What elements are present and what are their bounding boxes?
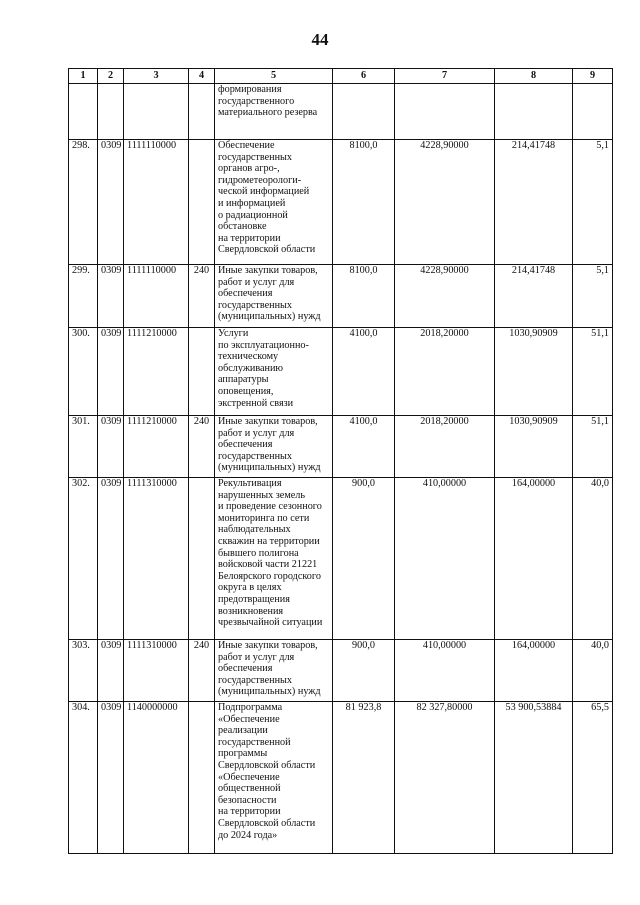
- row-number: 304.: [69, 702, 98, 854]
- row-number: 302.: [69, 478, 98, 640]
- actual-value: 2018,20000: [395, 416, 495, 478]
- section-code: [98, 84, 124, 140]
- percent-value: [573, 84, 613, 140]
- expense-type-code: [189, 328, 215, 416]
- expense-type-code: 240: [189, 265, 215, 328]
- plan-value: 8100,0: [333, 140, 395, 265]
- item-name: Иные закупки товаров, работ и услуг для обеспечения государственных (муниципальных) нужд: [215, 640, 333, 702]
- actual-value: 4228,90000: [395, 140, 495, 265]
- table-row: [69, 265, 613, 328]
- plan-value: 4100,0: [333, 416, 395, 478]
- section-code: 0309: [98, 640, 124, 702]
- section-code: 0309: [98, 478, 124, 640]
- table-row: [69, 702, 613, 854]
- section-code: 0309: [98, 265, 124, 328]
- item-name: Услуги по эксплуатационно- техническому обслуживанию аппаратуры оповещения, экстренной связи: [215, 328, 333, 416]
- header-row: [69, 69, 613, 84]
- row-number: 300.: [69, 328, 98, 416]
- plan-value: 900,0: [333, 640, 395, 702]
- expense-type-code: [189, 84, 215, 140]
- header-cell: 9: [573, 69, 613, 84]
- table-row: [69, 416, 613, 478]
- section-code: 0309: [98, 416, 124, 478]
- section-code: 0309: [98, 140, 124, 265]
- row-number: [69, 84, 98, 140]
- deviation-value: 53 900,53884: [495, 702, 573, 854]
- item-name: Подпрограмма «Обеспечение реализации государственной программы Свердловской области «Обеспечение общественной безопасности на территории Свердловской области до 2024 года»: [215, 702, 333, 854]
- plan-value: 4100,0: [333, 328, 395, 416]
- target-code: 1111110000: [124, 265, 189, 328]
- section-code: 0309: [98, 702, 124, 854]
- percent-value: 5,1: [573, 140, 613, 265]
- header-cell: 2: [98, 69, 124, 84]
- header-cell: 3: [124, 69, 189, 84]
- table-row: [69, 640, 613, 702]
- header-cell: 1: [69, 69, 98, 84]
- target-code: 1111210000: [124, 416, 189, 478]
- target-code: 1140000000: [124, 702, 189, 854]
- deviation-value: 164,00000: [495, 478, 573, 640]
- deviation-value: 164,00000: [495, 640, 573, 702]
- budget-table: [68, 68, 613, 854]
- percent-value: 40,0: [573, 640, 613, 702]
- table-row: [69, 140, 613, 265]
- item-name: Обеспечение государственных органов агро-, гидрометеорологи- ческой информацией и информацией о радиационной обстановке на территории Свердловской области: [215, 140, 333, 265]
- actual-value: 4228,90000: [395, 265, 495, 328]
- plan-value: 81 923,8: [333, 702, 395, 854]
- actual-value: 2018,20000: [395, 328, 495, 416]
- item-name: Рекультивация нарушенных земель и проведение сезонного мониторинга по сети наблюдательных скважин на территории бывшего полигона войсковой части 21221 Белоярского городского округа в целях предотвращения возникновения чрезвычайной ситуации: [215, 478, 333, 640]
- plan-value: 900,0: [333, 478, 395, 640]
- page-number: 44: [311, 30, 329, 49]
- item-name: Иные закупки товаров, работ и услуг для обеспечения государственных (муниципальных) нужд: [215, 265, 333, 328]
- expense-type-code: 240: [189, 640, 215, 702]
- actual-value: 410,00000: [395, 478, 495, 640]
- actual-value: 410,00000: [395, 640, 495, 702]
- expense-type-code: [189, 702, 215, 854]
- header-cell: 6: [333, 69, 395, 84]
- expense-type-code: [189, 478, 215, 640]
- target-code: 1111110000: [124, 140, 189, 265]
- header-cell: 5: [215, 69, 333, 84]
- percent-value: 51,1: [573, 328, 613, 416]
- item-name: формирования государственного материального резерва: [215, 84, 333, 140]
- percent-value: 5,1: [573, 265, 613, 328]
- percent-value: 51,1: [573, 416, 613, 478]
- table-row: [69, 84, 613, 140]
- deviation-value: 1030,90909: [495, 328, 573, 416]
- section-code: 0309: [98, 328, 124, 416]
- plan-value: 8100,0: [333, 265, 395, 328]
- header-cell: 7: [395, 69, 495, 84]
- item-name: Иные закупки товаров, работ и услуг для обеспечения государственных (муниципальных) нужд: [215, 416, 333, 478]
- expense-type-code: [189, 140, 215, 265]
- deviation-value: [495, 84, 573, 140]
- target-code: 1111210000: [124, 328, 189, 416]
- target-code: 1111310000: [124, 640, 189, 702]
- target-code: [124, 84, 189, 140]
- actual-value: [395, 84, 495, 140]
- plan-value: [333, 84, 395, 140]
- target-code: 1111310000: [124, 478, 189, 640]
- header-cell: 8: [495, 69, 573, 84]
- row-number: 303.: [69, 640, 98, 702]
- actual-value: 82 327,80000: [395, 702, 495, 854]
- header-cell: 4: [189, 69, 215, 84]
- table-row: [69, 328, 613, 416]
- deviation-value: 1030,90909: [495, 416, 573, 478]
- percent-value: 65,5: [573, 702, 613, 854]
- deviation-value: 214,41748: [495, 265, 573, 328]
- table-row: [69, 478, 613, 640]
- expense-type-code: 240: [189, 416, 215, 478]
- row-number: 301.: [69, 416, 98, 478]
- percent-value: 40,0: [573, 478, 613, 640]
- row-number: 299.: [69, 265, 98, 328]
- deviation-value: 214,41748: [495, 140, 573, 265]
- row-number: 298.: [69, 140, 98, 265]
